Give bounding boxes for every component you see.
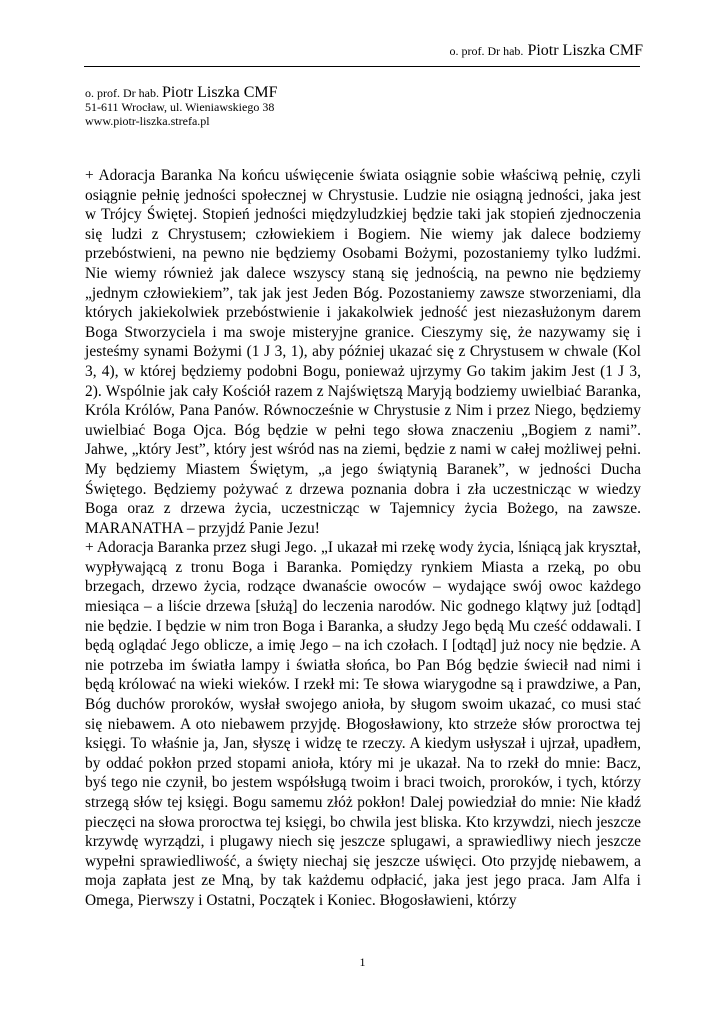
author-line [85,86,278,100]
running-header [449,42,643,60]
author-address-block [85,86,278,128]
document-body [85,166,641,911]
header-author-name: Piotr Liszka CMF [527,42,643,59]
paragraph-adoration-of-the-lamb: + Adoracja Baranka Na końcu uświęcenie świata osiągnie sobie właściwą pełnię, czyli osiągnie pełnię jedności społecznej w Chrystusie. Ludzie nie osiągną jedności, jaka jest w Trójcy Świętej. Stopień jedności międzyludzkiej będzie taki jak stopień zjednoczenia się ludzi z Chrystusem; człowiekiem i Bogiem. Nie wiemy jak dalece bodziemy przebóstwieni, na pewno nie będziemy Osobami Bożymi, pozostaniemy tylko ludźmi. Nie wiemy również jak dalece wszyscy staną się jednością, na pewno nie będziemy „jednym człowiekiem”, tak jak jest Jeden Bóg. Pozostaniemy zawsze stworzeniami, dla których jakiekolwiek przebóstwienie i jakakolwiek jedność jest niezasłużonym darem Boga Stworzyciela i ma swoje misteryjne granice. Cieszymy się, że nazywamy się i jesteśmy synami Bożymi (1 J 3, 1), aby później ukazać się z Chrystusem w chwale (Kol 3, 4), w której będziemy podobni Bogu, ponieważ ujrzymy Go takim jakim Jest (1 J 3, 2). Wspólnie jak cały Kościół razem z Najświętszą Maryją bodziemy uwielbiać Baranka, Króla Królów, Pana Panów. Równocześnie w Chrystusie z Nim i przez Niego, będziemy uwielbiać Boga Ojca. Bóg będzie w pełni tego słowa znaczeniu „Bogiem z nami”. Jahwe, „który Jest”, który jest wśród nas na ziemi, będzie z nami w całej możliwej pełni. My będziemy Miastem Świętym, „a jego świątynią Baranek”, w jedności Ducha Świętego. Będziemy pożywać z drzewa poznania dobra i zła uczestnicząc w wiedzy Boga oraz z drzewa życia, uczestnicząc w Tajemnicy życia Bożego, na zawsze. MARANATHA – przyjdź Panie Jezu! [85,167,641,537]
page-number: 1 [359,955,366,969]
author-title: o. prof. Dr hab. [85,86,159,100]
paragraph-adoration-by-servants: + Adoracja Baranka przez sługi Jego. „I ukazał mi rzekę wody życia, lśniącą jak kryształ, wypływającą z tronu Boga i Baranka. Pomiędzy rynkiem Miasta a rzeką, po obu brzegach, drzewo życia, rodzące dwanaście owoców – wydające swój owoc każdego miesiąca – a liście drzewa [służą] do leczenia narodów. Nic godnego klątwy już [odtąd] nie będzie. I będzie w nim tron Boga i Baranka, a słudzy Jego będą Mu cześć oddawali. I będą oglądać Jego oblicze, a imię Jego – na ich czołach. I [odtąd] już nocy nie będzie. A nie potrzeba im światła lampy i światła słońca, bo Pan Bóg będzie świecił nad nimi i będą królować na wieki wieków. I rzekł mi: Te słowa wiarygodne są i prawdziwe, a Pan, Bóg duchów proroków, wysłał swojego anioła, by sługom swoim ukazać, co musi stać się niebawem. A oto niebawem przyjdę. Błogosławiony, kto strzeże słów proroctwa tej księgi. To właśnie ja, Jan, słyszę i widzę te rzeczy. A kiedym usłyszał i ujrzał, upadłem, by oddać pokłon przed stopami anioła, który mi je ukazał. Na to rzekł do mnie: Bacz, byś tego nie czynił, bo jestem współsługą twoim i braci twoich, proroków, i tych, którzy strzegą słów tej księgi. Bogu samemu złóż pokłon! Dalej powiedział do mnie: Nie kładź pieczęci na słowa proroctwa tej księgi, bo chwila jest bliska. Kto krzywdzi, niech jeszcze krzywdę wyrządzi, i plugawy niech się jeszcze splugawi, a sprawiedliwy niech jeszcze wypełni sprawiedliwość, a święty niechaj się jeszcze uświęci. Oto przyjdę niebawem, a moja zapłata jest ze Mną, by tak każdemu odpłacić, jaka jest jego praca. Jam Alfa i Omega, Pierwszy i Ostatni, Początek i Koniec. Błogosławieni, którzy [85,539,641,909]
header-divider [84,66,640,67]
author-website: www.piotr-liszka.strefa.pl [85,114,210,128]
author-street: 51-611 Wrocław, ul. Wieniawskiego 38 [85,100,275,114]
header-author-title: o. prof. Dr hab. [449,44,524,58]
author-name: Piotr Liszka CMF [161,84,278,101]
